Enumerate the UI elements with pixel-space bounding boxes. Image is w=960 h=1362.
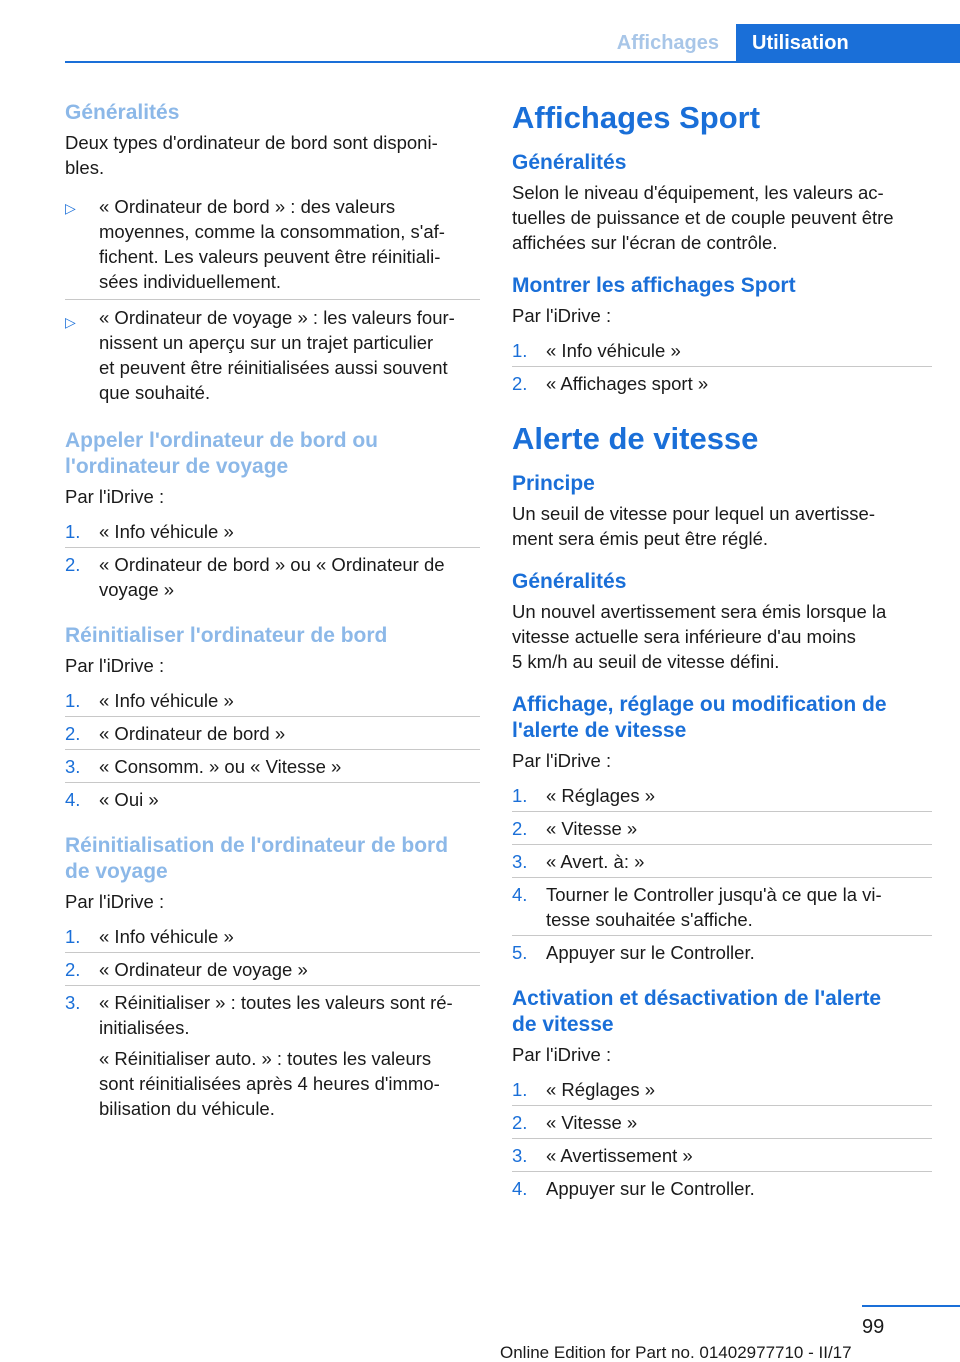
sport-generalites-text: Selon le niveau d'équipement, les valeurs ac- tuelles de puissance et de couple peuvent être affichées sur l'écran de contrôle. [512, 182, 894, 253]
list-item: 1. « Info véhicule » [512, 340, 681, 361]
list-item: 1. « Info véhicule » [65, 926, 234, 947]
page-header [0, 0, 960, 62]
list-item: 2. « Ordinateur de bord » [65, 716, 480, 749]
edition-note: Online Edition for Part no. 01402977710 - II/17 [500, 1343, 852, 1362]
montrer-intro: Par l'iDrive : [512, 305, 612, 326]
list-item: 2. « Ordinateur de voyage » [65, 952, 480, 985]
montrer-steps [512, 334, 932, 399]
reinit-bord-steps [65, 684, 480, 815]
activation-intro: Par l'iDrive : [512, 1044, 612, 1065]
reinit-voyage-steps [65, 920, 480, 1124]
step-note: « Réinitialiser auto. » : toutes les valeurs sont réinitialisées après 4 heures d'immo- bilisation du véhicule. [99, 1048, 440, 1119]
sport-generalites-heading: Généralités [512, 151, 627, 174]
principe-heading: Principe [512, 472, 595, 495]
list-item: 1. « Info véhicule » [65, 690, 234, 711]
activation-heading: Activation et désactivation de l'alerte de vitesse [512, 987, 882, 1036]
activation-steps [512, 1073, 932, 1204]
appeler-steps [65, 515, 480, 605]
right-column [512, 100, 932, 1204]
appeler-heading: Appeler l'ordinateur de bord ou l'ordinateur de voyage [65, 429, 379, 478]
principe-text: Un seuil de vitesse pour lequel un avertisse- ment sera émis peut être réglé. [512, 503, 875, 549]
list-item: 1. « Réglages » [512, 785, 656, 806]
list-item: 5. Appuyer sur le Controller. [512, 935, 932, 968]
reinit-bord-intro: Par l'iDrive : [65, 655, 165, 676]
list-item: ▷ « Ordinateur de bord » : des valeurs moyennes, comme la consommation, s'af- fichent. Les valeurs peuvent être réinitiali- sées individuellement. [65, 196, 445, 292]
montrer-heading: Montrer les affichages Sport [512, 274, 796, 297]
alerte-title: Alerte de vitesse [512, 421, 759, 456]
reinit-voyage-heading: Réinitialisation de l'ordinateur de bord de voyage [65, 834, 449, 883]
list-item: 3. « Réinitialiser » : toutes les valeurs sont ré- initialisées. « Réinitialiser auto. » : toutes les valeurs sont réinitialisées après 4 heures d'immo- bilisation du véhicule. [65, 985, 480, 1124]
list-item: 1. « Info véhicule » [65, 521, 234, 542]
computer-types-list [65, 186, 480, 410]
header-chapter-tab: Utilisation [736, 24, 960, 62]
affichage-steps [512, 779, 932, 968]
generalites-intro: Deux types d'ordinateur de bord sont disponi- bles. [65, 132, 438, 178]
list-item: 2. « Vitesse » [512, 1105, 932, 1138]
triangle-right-icon: ▷ [65, 200, 76, 216]
triangle-right-icon: ▷ [65, 314, 76, 330]
list-item: 2. « Vitesse » [512, 811, 932, 844]
header-section-title: Affichages [616, 32, 719, 54]
list-item: 3. « Avert. à: » [512, 844, 932, 877]
list-item: 4. Tourner le Controller jusqu'à ce que la vi- tesse souhaitée s'affiche. [512, 877, 932, 935]
header-divider [65, 61, 960, 63]
appeler-intro: Par l'iDrive : [65, 486, 165, 507]
page-number: 99 [862, 1316, 885, 1338]
list-item: 4. Appuyer sur le Controller. [512, 1171, 932, 1204]
reinit-voyage-intro: Par l'iDrive : [65, 891, 165, 912]
affichage-heading: Affichage, réglage ou modification de l'alerte de vitesse [512, 693, 887, 742]
list-item: 1. « Réglages » [512, 1079, 656, 1100]
alerte-generalites-text: Un nouvel avertissement sera émis lorsque la vitesse actuelle sera inférieure d'au moins 5 km/h au seuil de vitesse défini. [512, 601, 887, 672]
list-item: 4. « Oui » [65, 782, 480, 815]
list-item: 2. « Ordinateur de bord » ou « Ordinateur de voyage » [65, 547, 480, 605]
list-item: 3. « Consomm. » ou « Vitesse » [65, 749, 480, 782]
alerte-generalites-heading: Généralités [512, 570, 627, 593]
footer-divider [862, 1305, 960, 1307]
affichage-intro: Par l'iDrive : [512, 750, 612, 771]
list-item: 3. « Avertissement » [512, 1138, 932, 1171]
reinit-bord-heading: Réinitialiser l'ordinateur de bord [65, 624, 388, 647]
generalites-heading: Généralités [65, 101, 180, 124]
sport-title: Affichages Sport [512, 100, 761, 135]
left-column [65, 100, 480, 1124]
list-item: 2. « Affichages sport » [512, 366, 932, 399]
list-item: ▷ « Ordinateur de voyage » : les valeurs four- nissent un aperçu sur un trajet particulier et peuvent être réinitialisées aussi souvent que souhaité. [65, 299, 480, 410]
